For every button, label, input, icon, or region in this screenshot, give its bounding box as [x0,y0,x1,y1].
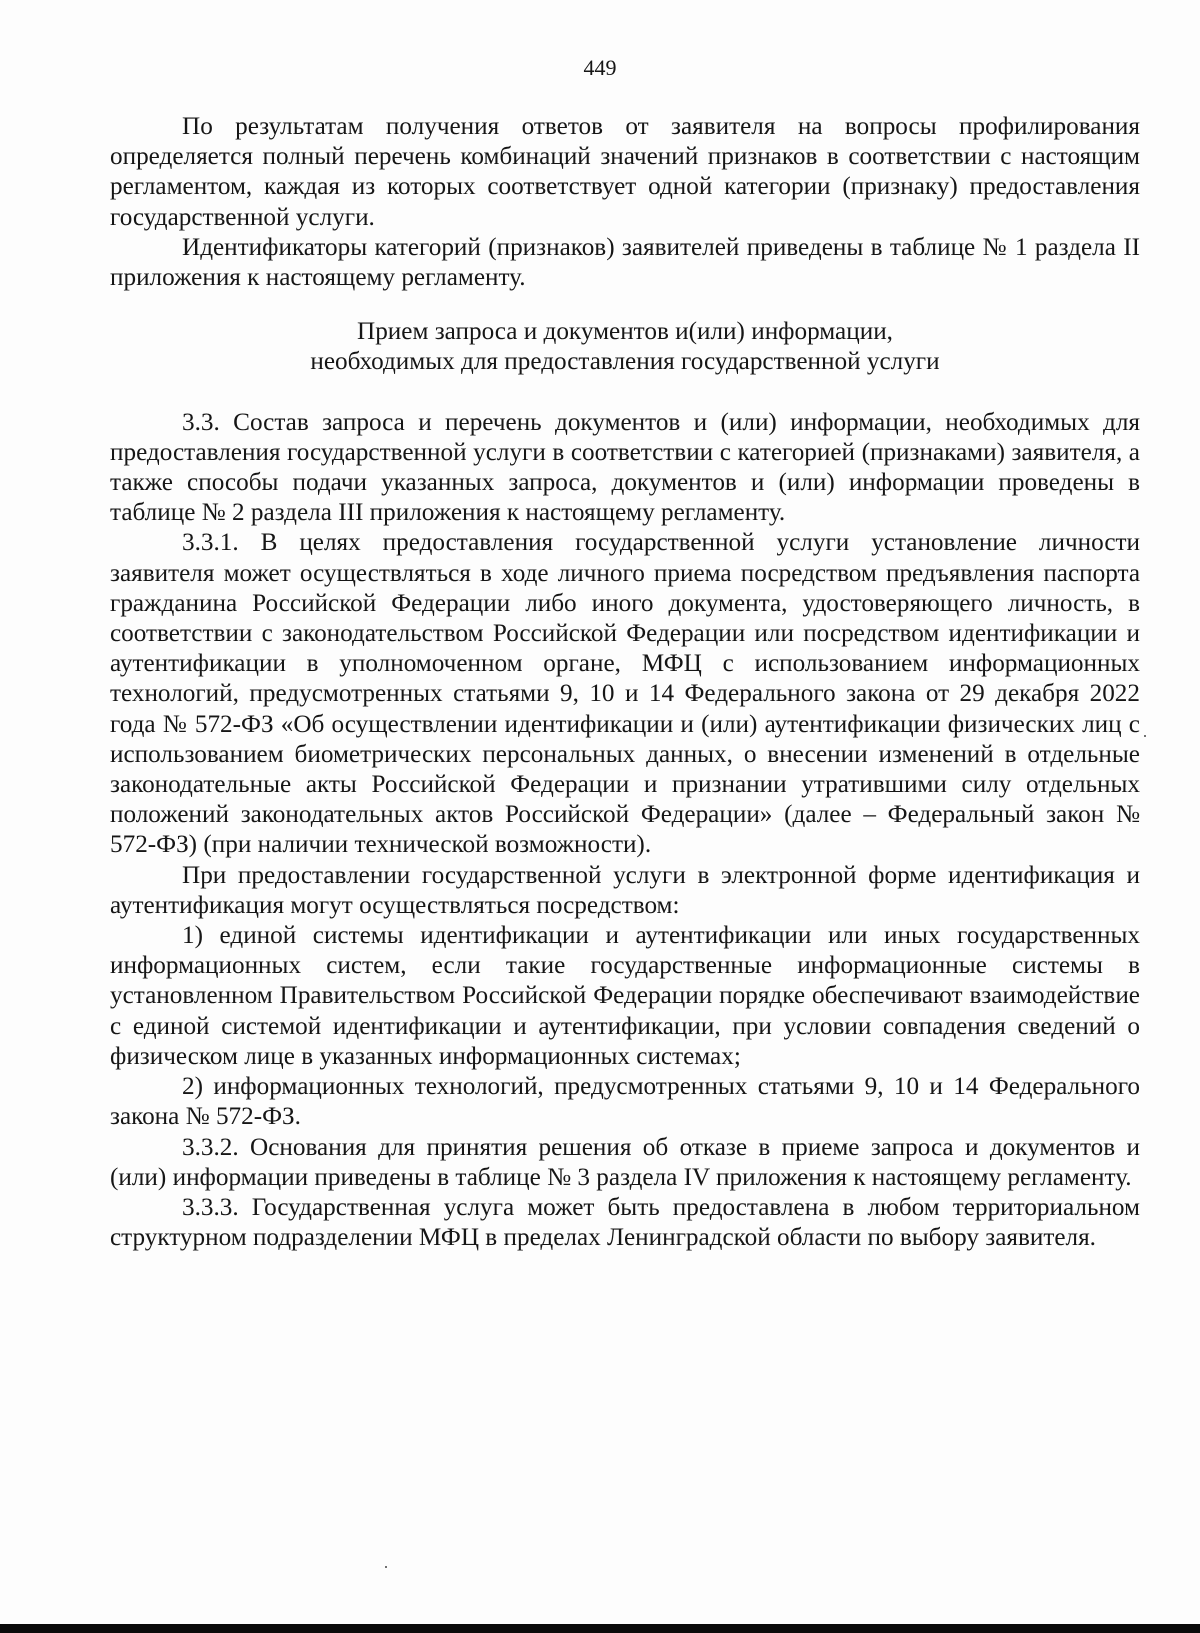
list-item-2: 2) информационных технологий, предусмотренных статьями 9, 10 и 14 Федерального закона № 572-ФЗ. [110,1073,1140,1131]
page-number: 449 [583,55,617,80]
paragraph-3-3-2: 3.3.2. Основания для принятия решения об отказе в приеме запроса и документов и (или) информации приведены в таблице № 3 раздела IV приложения к настоящему регламенту. [110,1133,1140,1191]
paragraph-3-3: 3.3. Состав запроса и перечень документов и (или) информации, необходимых для предоставления государственной услуги в соответствии с категорией (признаками) заявителя, а также способы подачи указанных запроса, документов и (или) информации проведены в таблице № 2 раздела III приложения к настоящему регламенту. [110,408,1140,527]
scan-speck [385,1566,387,1568]
scan-edge-bar [0,1624,1200,1633]
scan-speck [1144,735,1146,737]
document-body [110,112,1140,1253]
paragraph-3-3-3: 3.3.3. Государственная услуга может быть предоставлена в любом территориальном структурном подразделении МФЦ в пределах Ленинградской области по выбору заявителя. [110,1193,1140,1252]
paragraph-profiling-results: По результатам получения ответов от заявителя на вопросы профилирования определяется полный перечень комбинаций значений признаков в соответствии с настоящим регламентом, каждая из которых соответствует одной категории (признаку) предоставления государственной услуги. [110,113,1140,231]
section-heading-line-2: необходимых для предоставления государственной услуги [310,348,940,376]
list-item-1: 1) единой системы идентификации и аутентификации или иных государственных информационных систем, если такие государственные информационные системы в установленном Правительством Российской Федерации порядке обеспечивают взаимодействие с единой системой идентификации и аутентификации, при условии совпадения сведений о физическом лице в указанных информационных системах; [110,922,1140,1070]
section-heading-line-1: Прием запроса и документов и(или) информации, [357,318,893,346]
paragraph-3-3-1: 3.3.1. В целях предоставления государственной услуги установление личности заявителя может осуществляться в ходе личного приема посредством предъявления паспорта гражданина Российской Федерации либо иного документа, удостоверяющего личность, в соответствии с законодательством Российской Федерации или посредством идентификации и аутентификации в уполномоченном органе, МФЦ с использованием информационных технологий, предусмотренных статьями 9, 10 и 14 Федерального закона от 29 декабря 2022 года № 572-ФЗ «Об осуществлении идентификации и (или) аутентификации физических лиц с использованием биометрических персональных данных, о внесении изменений в отдельные законодательные акты Российской Федерации и признании утратившими силу отдельных положений законодательных актов Российской Федерации» (далее – Федеральный закон № 572-ФЗ) (при наличии технической возможности). [110,529,1140,859]
paragraph-electronic-form: При предоставлении государственной услуги в электронной форме идентификация и аутентификация могут осуществляться посредством: [110,861,1140,919]
section-heading [110,317,1140,377]
paragraph-category-identifiers: Идентификаторы категорий (признаков) заявителей приведены в таблице № 1 раздела II приложения к настоящему регламенту. [110,233,1140,292]
